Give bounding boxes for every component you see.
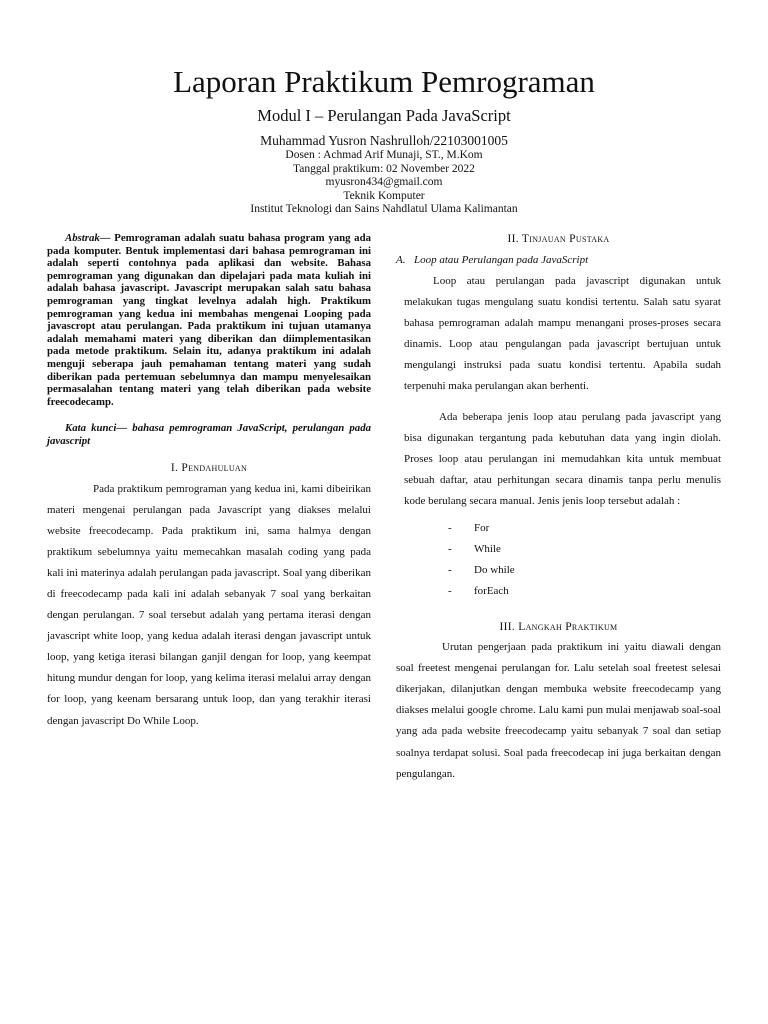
abstract-lead: Abstrak—	[65, 232, 111, 244]
list-dash: -	[448, 522, 452, 535]
date-line: Tanggal praktikum: 02 November 2022	[293, 162, 475, 175]
institution-line: Institut Teknologi dan Sains Nahdlatul Ulama Kalimantan	[250, 203, 518, 215]
lecturer-line: Dosen : Achmad Arif Munaji, ST., M.Kom	[285, 149, 483, 161]
list-dash: -	[448, 564, 452, 577]
section-heading-pendahuluan: I. Pendahuluan	[170, 461, 248, 474]
section-heading-tinjauan: II. Tinjauan Pustaka	[507, 233, 610, 245]
list-dash: -	[448, 543, 452, 556]
list-item: - For	[448, 518, 721, 539]
section-heading-langkah: III. Langkah Praktikum	[499, 621, 618, 634]
subsection-heading	[396, 253, 721, 267]
subsection-number: A.	[396, 254, 406, 266]
langkah-paragraph: Urutan pengerjaan pada praktikum ini yaitu diawali dengan soal freetest mengenai perulangan for. Lalu setelah soal freetest selesai dikerjakan, dilanjutkan dengan membuka website freecodecamp yang diakses melalui google chrome. Lalu kami pun mulai menjawab soal-soal yang ada pada website freecodecamp yaitu sebanyak 7 soal dan setiap soalnya terdapat solusi. Soal pada freecodecap ini juga berkaitan dengan pengulangan.	[396, 641, 721, 780]
tinjauan-paragraph-2: Ada beberapa jenis loop atau perulang pada javascript yang bisa digunakan tergantung pada kebutuhan data yang ingin diolah. Proses loop atau perulangan ini memudahkan kita untuk membuat sebuah daftar, atau perhitungan secara dinamis tanpa perlu menulis kode berulang secara manual. Jenis jenis loop tersebut adalah :	[404, 410, 721, 507]
author-block	[0, 133, 768, 217]
abstract-text: Pemrograman adalah suatu bahasa program yang ada pada komputer. Bentuk implementasi dari bahasa pemrograman ini adalah seperti contohnya pada aplikasi dan website. Bahasa pemrograman yang digunakan dan dipelajari pada mata kuliah ini adalah bahasa javascript. Javascript merupakan salah satu bahasa pemrograman yang tingkat levelnya adalah high. Praktikum pemrograman yang kedua ini membahas mengenai Looping pada javascropt atau perulangan. Pada praktikum ini tujuan utamanya adalah memahami materi yang diberikan dan diimplementasikan pada metode praktikum. Selain itu, adanya praktikum ini adalah menguji seberapa jauh pemahaman tentang materi yang sudah diberikan pada pertemuan sebelumnya dan mampu menyelesaikan permasalahan tentang materi yang telah diberikan pada website freecodecamp.	[47, 232, 371, 408]
list-item: - forEach	[448, 581, 721, 602]
list-dash: -	[448, 585, 452, 598]
loop-types-list	[404, 518, 721, 602]
right-column	[396, 232, 721, 785]
abstract	[47, 232, 371, 408]
author-name: Muhammad Yusron Nashrulloh/22103001005	[260, 133, 508, 148]
list-item: - While	[448, 539, 721, 560]
left-column	[47, 232, 371, 732]
list-item: - Do while	[448, 560, 721, 581]
paper-title: Laporan Praktikum Pemrograman	[173, 64, 595, 99]
subsection-title: Loop atau Perulangan pada JavaScript	[414, 254, 589, 266]
pendahuluan-paragraph: Pada praktikum pemrograman yang kedua ini, kami dibeirikan materi mengenai perulangan pada Javascript yang diakses melalui website freecodecamp. Pada praktikum ini, sama halmya dengan praktikum sebelumnya yaitu memecahkan masalah coding yang pada kali ini materinya adalah perulangan pada javascript. Soal yang diberikan di freecodecamp pada kali ini adalah sebanyak 7 soal yang berkaitan dengan perulangan. 7 soal tersebut adalah yang pertama iterasi dengan javascript white loop, yang kedua adalah iterasi dengan javascript untuk loop, yang ketiga iterasi bilangan ganjil dengan for loop, yang keempat hitung mundur dengan for loop, yang kelima iterasi melalui array dengan for loop, yang keenam bersarang untuk loop, dan yang terakhir iterasi dengan javascript Do While Loop.	[47, 482, 371, 727]
email-line: myusron434@gmail.com	[325, 176, 443, 188]
keywords: Kata kunci— bahasa pemrograman JavaScript, perulangan pada javascript	[47, 422, 371, 447]
paper-subtitle: Modul I – Perulangan Pada JavaScript	[257, 106, 511, 125]
tinjauan-paragraph-1: Loop atau perulangan pada javascript digunakan untuk melakukan tugas mengulang suatu kondisi tertentu. Salah satu syarat bahasa pemrograman adalah mampu menangani proses-proses secara dinamis. Loop atau pengulangan pada javascript bertujuan untuk mengulangi instruksi pada suatu kondisi tertentu. Apabila sudah terpenuhi maka perulangan akan berhenti.	[404, 275, 721, 393]
department-line: Teknik Komputer	[343, 189, 425, 202]
